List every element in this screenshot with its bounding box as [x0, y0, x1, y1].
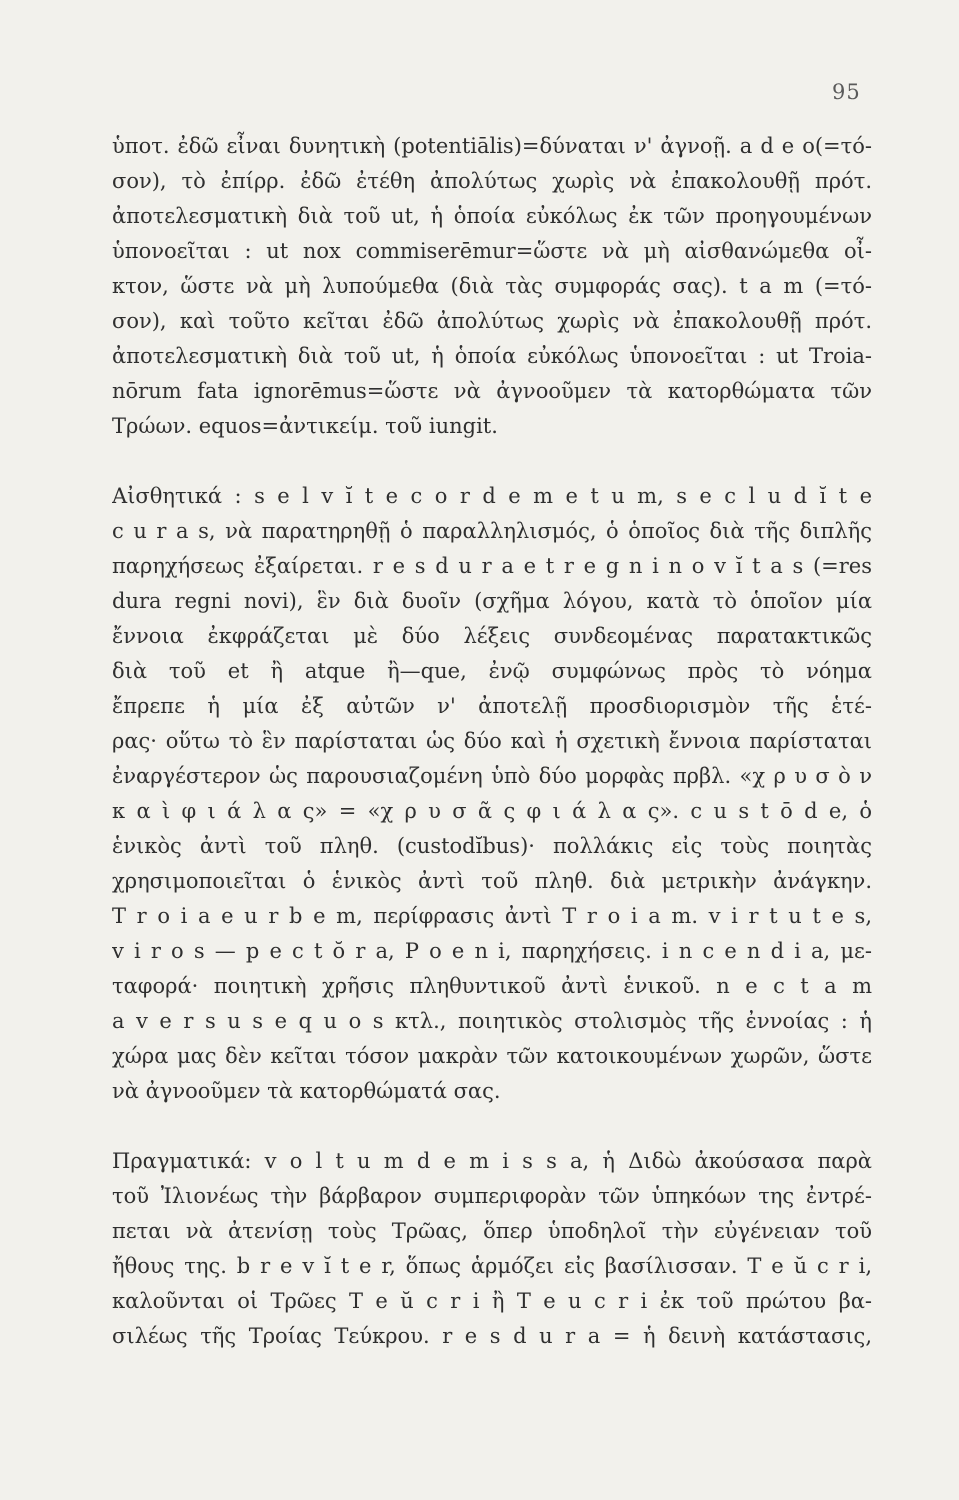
text-line: T r o i a e u r b e m, περίφρασις ἀντὶ T r o i a m. v i r t u t e s,: [112, 904, 872, 928]
text-line: σον), τὸ ἐπίρρ. ἐδῶ ἐτέθη ἀπολύτως χωρὶς νὰ ἐπακολουθῇ πρότ.: [112, 169, 872, 193]
text-line: c u r a s, νὰ παρατηρηθῇ ὁ παραλληλισμός, ὁ ὁποῖος διὰ τῆς διπλῆς: [112, 519, 872, 543]
text-line: χρησιμοποιεῖται ὁ ἑνικὸς ἀντὶ τοῦ πληθ. διὰ μετρικὴν ἀνάγκην.: [112, 869, 872, 893]
text-line: dura regni novi), ἓν διὰ δυοῖν (σχῆμα λόγου, κατὰ τὸ ὁποῖον μία: [112, 589, 872, 613]
text-line: ὑπονοεῖται : ut nox commiserēmur=ὥστε νὰ μὴ αἰσθανώμεθα οἶ-: [112, 239, 872, 263]
text-line: παρηχήσεως ἐξαίρεται. r e s d u r a e t r e g n i n o v ĭ t a s (=res: [112, 554, 872, 578]
text-line: ἀποτελεσματικὴ διὰ τοῦ ut, ἡ ὁποία εὐκόλως ὑπονοεῖται : ut Troia-: [112, 344, 872, 368]
text-line: Τρώων. equos=ἀντικείμ. τοῦ iungit.: [112, 414, 498, 438]
text-line: χώρα μας δὲν κεῖται τόσον μακρὰν τῶν κατοικουμένων χωρῶν, ὥστε: [112, 1044, 872, 1068]
text-line: κ α ὶ φ ι ά λ α ς» = «χ ρ υ σ ᾶ ς φ ι ά λ α ς». c u s t ō d e, ὁ: [112, 799, 872, 823]
text-line-aisthitika-heading: Αἰσθητικά : s e l v ĭ t e c o r d e m e t u m, s e c l u d ĭ t e: [112, 484, 872, 508]
text-line: nōrum fata ignorēmus=ὥστε νὰ ἀγνοοῦμεν τὰ κατορθώματα τῶν: [112, 379, 872, 403]
text-line: σον), καὶ τοῦτο κεῖται ἐδῶ ἀπολύτως χωρὶς νὰ ἐπακολουθῇ πρότ.: [112, 309, 872, 333]
text-line: ἔπρεπε ἡ μία ἐξ αὐτῶν ν' ἀποτελῇ προσδιορισμὸν τῆς ἑτέ-: [112, 694, 872, 718]
text-line: ταφορά· ποιητικὴ χρῆσις πληθυντικοῦ ἀντὶ ἑνικοῦ. n e c t a m: [112, 974, 872, 998]
text-line: ἔννοια ἐκφράζεται μὲ δύο λέξεις συνδεομένας παρατακτικῶς: [112, 624, 872, 648]
page-number: 95: [832, 80, 861, 104]
text-line: ἑνικὸς ἀντὶ τοῦ πληθ. (custodĭbus)· πολλάκις εἰς τοὺς ποιητὰς: [112, 834, 872, 858]
text-line: ἤθους της. b r e v ĭ t e r, ὅπως ἁρμόζει εἰς βασίλισσαν. T e ŭ c r i,: [112, 1254, 872, 1278]
text-line: v i r o s — p e c t ŏ r a, P o e n i, παρηχήσεις. i n c e n d i a, με-: [112, 939, 872, 963]
text-line: a v e r s u s e q u o s κτλ., ποιητικὸς στολισμὸς τῆς ἐννοίας : ἡ: [112, 1009, 872, 1033]
text-line: πεται νὰ ἀτενίσῃ τοὺς Τρῶας, ὅπερ ὑποδηλοῖ τὴν εὐγένειαν τοῦ: [112, 1219, 872, 1243]
text-line: ἀποτελεσματικὴ διὰ τοῦ ut, ἡ ὁποία εὐκόλως ἐκ τῶν προηγουμένων: [112, 204, 872, 228]
text-line: τοῦ Ἰλιονέως τὴν βάρβαρον συμπεριφορὰν τῶν ὑπηκόων της ἐντρέ-: [112, 1184, 872, 1208]
text-line: ἐναργέστερον ὡς παρουσιαζομένη ὑπὸ δύο μορφὰς πρβλ. «χ ρ υ σ ὸ ν: [112, 764, 872, 788]
text-line: ρας· οὕτω τὸ ἓν παρίσταται ὡς δύο καὶ ἡ σχετικὴ ἔννοια παρίσταται: [112, 729, 872, 753]
text-line: σιλέως τῆς Τροίας Τεύκρου. r e s d u r a = ἡ δεινὴ κατάστασις,: [112, 1324, 872, 1348]
text-line: καλοῦνται οἱ Τρῶες T e ŭ c r i ἢ T e u c r i ἐκ τοῦ πρώτου βα-: [112, 1289, 872, 1313]
text-line: κτον, ὥστε νὰ μὴ λυπούμεθα (διὰ τὰς συμφοράς σας). t a m (=τό-: [112, 274, 872, 298]
text-line: διὰ τοῦ et ἢ atque ἢ—que, ἐνῷ συμφώνως πρὸς τὸ νόημα: [112, 659, 872, 683]
text-line-pragmatika-heading: Πραγματικά: v o l t u m d e m i s s a, ἡ Διδὼ ἀκούσασα παρὰ: [112, 1149, 872, 1173]
text-line: ὑποτ. ἐδῶ εἶναι δυνητικὴ (potentiālis)=δύναται ν' ἀγνοῇ. a d e o(=τό-: [112, 134, 872, 158]
text-line: νὰ ἀγνοοῦμεν τὰ κατορθώματά σας.: [112, 1079, 501, 1103]
